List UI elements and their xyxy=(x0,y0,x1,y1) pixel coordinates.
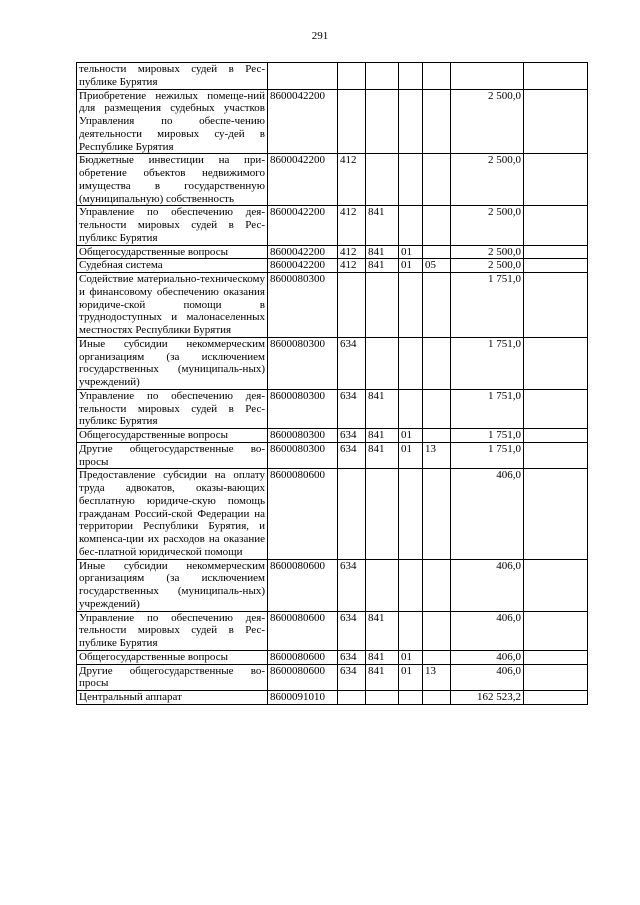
table-row xyxy=(77,559,588,611)
row-target-code: 8600080300 xyxy=(268,337,338,389)
row-department-code: 841 xyxy=(366,664,399,691)
row-section: 01 xyxy=(399,429,423,443)
row-section xyxy=(399,89,423,154)
row-target-code: 8600080600 xyxy=(268,611,338,650)
row-subsection xyxy=(423,469,451,559)
row-expense-type: 634 xyxy=(338,559,366,611)
row-subsection: 13 xyxy=(423,664,451,691)
row-name: Другие общегосударственные во-просы xyxy=(77,664,268,691)
row-name: Управление по обеспечению дея-тельности мировых судей в Рес-публикс Бурятия xyxy=(77,389,268,428)
row-department-code: 841 xyxy=(366,389,399,428)
row-subsection xyxy=(423,337,451,389)
table-row xyxy=(77,89,588,154)
row-extra xyxy=(524,664,588,691)
row-subsection xyxy=(423,429,451,443)
table-row xyxy=(77,337,588,389)
row-amount: 2 500,0 xyxy=(451,259,524,273)
row-name: Управление по обеспечению дея-тельности мировых судей в Рес-публике Бурятия xyxy=(77,611,268,650)
row-section xyxy=(399,389,423,428)
row-expense-type xyxy=(338,469,366,559)
row-name: Управление по обеспечению дея-тельности мировых судей в Рес-публикс Бурятия xyxy=(77,206,268,245)
row-amount: 2 500,0 xyxy=(451,89,524,154)
row-subsection xyxy=(423,650,451,664)
row-expense-type: 634 xyxy=(338,389,366,428)
row-target-code: 8600091010 xyxy=(268,691,338,705)
row-section xyxy=(399,559,423,611)
row-expense-type: 412 xyxy=(338,154,366,206)
row-target-code: 8600080600 xyxy=(268,469,338,559)
row-department-code xyxy=(366,154,399,206)
row-expense-type: 634 xyxy=(338,442,366,469)
row-expense-type: 634 xyxy=(338,611,366,650)
row-expense-type: 412 xyxy=(338,206,366,245)
row-department-code xyxy=(366,559,399,611)
row-subsection: 13 xyxy=(423,442,451,469)
row-section xyxy=(399,337,423,389)
table-row xyxy=(77,273,588,338)
row-amount: 1 751,0 xyxy=(451,389,524,428)
row-name: Иные субсидии некоммерческим организациям (за исключением государственных (муниципаль-ных) учреждений) xyxy=(77,559,268,611)
row-extra xyxy=(524,389,588,428)
row-name: Содействие материально-техническому и финансовому обеспечению оказания юридиче-ской помощи в труднодоступных и малонаселенных местностях Республики Бурятия xyxy=(77,273,268,338)
row-expense-type xyxy=(338,691,366,705)
row-extra xyxy=(524,89,588,154)
row-name: Общегосударственные вопросы xyxy=(77,429,268,443)
row-subsection: 05 xyxy=(423,259,451,273)
row-expense-type: 634 xyxy=(338,429,366,443)
table-row xyxy=(77,389,588,428)
table-row xyxy=(77,469,588,559)
row-section xyxy=(399,611,423,650)
row-expense-type: 412 xyxy=(338,259,366,273)
row-amount: 2 500,0 xyxy=(451,206,524,245)
budget-table xyxy=(76,62,588,705)
row-department-code: 841 xyxy=(366,429,399,443)
row-amount: 406,0 xyxy=(451,469,524,559)
row-target-code: 8600080600 xyxy=(268,664,338,691)
row-expense-type: 634 xyxy=(338,664,366,691)
row-extra xyxy=(524,559,588,611)
row-target-code: 8600042200 xyxy=(268,89,338,154)
table-row xyxy=(77,206,588,245)
row-section: 01 xyxy=(399,245,423,259)
table-row xyxy=(77,63,588,90)
row-target-code: 8600080300 xyxy=(268,273,338,338)
row-expense-type: 634 xyxy=(338,337,366,389)
row-amount: 406,0 xyxy=(451,559,524,611)
row-extra xyxy=(524,650,588,664)
row-department-code: 841 xyxy=(366,611,399,650)
table-row xyxy=(77,664,588,691)
row-amount: 2 500,0 xyxy=(451,154,524,206)
row-department-code xyxy=(366,89,399,154)
row-expense-type: 412 xyxy=(338,245,366,259)
table-row xyxy=(77,245,588,259)
row-name: Центральный аппарат xyxy=(77,691,268,705)
table-row xyxy=(77,691,588,705)
row-subsection xyxy=(423,89,451,154)
row-target-code: 8600080600 xyxy=(268,650,338,664)
row-extra xyxy=(524,337,588,389)
row-department-code: 841 xyxy=(366,245,399,259)
row-target-code: 8600080300 xyxy=(268,389,338,428)
row-extra xyxy=(524,259,588,273)
row-extra xyxy=(524,611,588,650)
row-department-code: 841 xyxy=(366,206,399,245)
row-subsection xyxy=(423,154,451,206)
row-extra xyxy=(524,691,588,705)
row-section xyxy=(399,154,423,206)
row-target-code: 8600042200 xyxy=(268,259,338,273)
row-extra xyxy=(524,429,588,443)
row-amount: 1 751,0 xyxy=(451,273,524,338)
row-extra xyxy=(524,469,588,559)
row-department-code xyxy=(366,337,399,389)
row-extra xyxy=(524,206,588,245)
row-amount xyxy=(451,63,524,90)
row-name: Бюджетные инвестиции на при-обретение объектов недвижимого имущества в государственную (муниципальную) собственность xyxy=(77,154,268,206)
row-name: Судебная система xyxy=(77,259,268,273)
row-section xyxy=(399,469,423,559)
row-extra xyxy=(524,442,588,469)
row-amount: 406,0 xyxy=(451,611,524,650)
row-amount: 2 500,0 xyxy=(451,245,524,259)
row-name: Предоставление субсидии на оплату труда адвокатов, оказы-вающих бесплатную юридиче-скую помощь гражданам Россий-ской Федерации на территории Республики Бурятия, и компенса-ции их расходов на оказание бес-платной юридической помощи xyxy=(77,469,268,559)
row-subsection xyxy=(423,63,451,90)
row-extra xyxy=(524,154,588,206)
row-section xyxy=(399,691,423,705)
row-extra xyxy=(524,63,588,90)
row-amount: 1 751,0 xyxy=(451,442,524,469)
row-subsection xyxy=(423,389,451,428)
table-row xyxy=(77,611,588,650)
row-department-code xyxy=(366,691,399,705)
row-department-code: 841 xyxy=(366,442,399,469)
row-target-code: 8600080300 xyxy=(268,442,338,469)
row-subsection xyxy=(423,273,451,338)
row-department-code xyxy=(366,469,399,559)
row-department-code xyxy=(366,273,399,338)
row-target-code: 8600080300 xyxy=(268,429,338,443)
row-section xyxy=(399,63,423,90)
row-department-code: 841 xyxy=(366,259,399,273)
row-amount: 406,0 xyxy=(451,650,524,664)
row-subsection xyxy=(423,691,451,705)
row-name: Общегосударственные вопросы xyxy=(77,650,268,664)
row-section: 01 xyxy=(399,650,423,664)
row-section: 01 xyxy=(399,442,423,469)
table-row xyxy=(77,442,588,469)
row-amount: 1 751,0 xyxy=(451,429,524,443)
row-amount: 1 751,0 xyxy=(451,337,524,389)
row-target-code: 8600080600 xyxy=(268,559,338,611)
row-subsection xyxy=(423,245,451,259)
row-name: Иные субсидии некоммерческим организациям (за исключением государственных (муниципаль-ных) учреждений) xyxy=(77,337,268,389)
row-section xyxy=(399,206,423,245)
row-amount: 162 523,2 xyxy=(451,691,524,705)
row-target-code: 8600042200 xyxy=(268,154,338,206)
budget-table-body xyxy=(77,63,588,705)
table-row xyxy=(77,650,588,664)
row-extra xyxy=(524,245,588,259)
row-expense-type xyxy=(338,89,366,154)
row-name: тельности мировых судей в Рес-публике Бурятия xyxy=(77,63,268,90)
table-row xyxy=(77,429,588,443)
row-section: 01 xyxy=(399,259,423,273)
row-expense-type xyxy=(338,273,366,338)
row-amount: 406,0 xyxy=(451,664,524,691)
row-department-code: 841 xyxy=(366,650,399,664)
page-number: 291 xyxy=(311,30,329,42)
row-name: Общегосударственные вопросы xyxy=(77,245,268,259)
row-subsection xyxy=(423,611,451,650)
row-target-code xyxy=(268,63,338,90)
row-target-code: 8600042200 xyxy=(268,206,338,245)
row-expense-type: 634 xyxy=(338,650,366,664)
row-expense-type xyxy=(338,63,366,90)
row-name: Другие общегосударственные во-просы xyxy=(77,442,268,469)
row-section xyxy=(399,273,423,338)
row-subsection xyxy=(423,206,451,245)
table-row xyxy=(77,154,588,206)
row-name: Приобретение нежилых помеще-ний для размещения судебных участков Управления по обеспе-чению деятельности мировых су-дей в Республике Бурятия xyxy=(77,89,268,154)
row-subsection xyxy=(423,559,451,611)
row-extra xyxy=(524,273,588,338)
row-section: 01 xyxy=(399,664,423,691)
table-row xyxy=(77,259,588,273)
row-department-code xyxy=(366,63,399,90)
row-target-code: 8600042200 xyxy=(268,245,338,259)
